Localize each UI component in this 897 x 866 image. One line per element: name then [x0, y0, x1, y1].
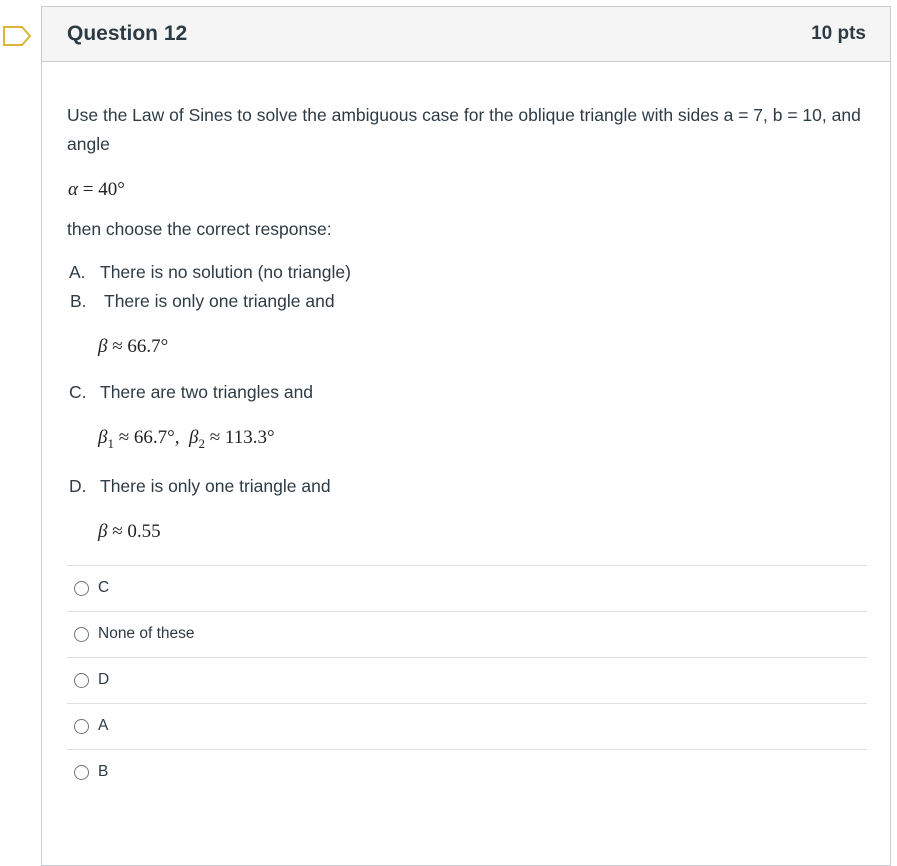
radio-button-icon[interactable] [74, 673, 89, 688]
option-b [67, 287, 866, 316]
option-c-equation: $\beta_1 \approx 66.7^\circ$, $\beta_2 \approx 113.3^\circ$ [98, 427, 275, 451]
answer-choice[interactable] [67, 565, 867, 611]
alpha-equation: α = 40° [68, 179, 125, 200]
answer-choice[interactable] [67, 611, 867, 657]
answer-label[interactable]: B [98, 763, 109, 781]
option-letter: C. [69, 382, 87, 402]
radio-button-icon[interactable] [74, 581, 89, 596]
bookmark-flag-icon[interactable] [2, 25, 32, 47]
option-b-equation: β ≈ 66.7° [98, 336, 169, 357]
question-card [41, 6, 891, 866]
option-text: There are two triangles and [100, 382, 314, 402]
option-letter: A. [69, 262, 86, 282]
option-d [67, 472, 866, 501]
option-letter: D. [69, 475, 87, 496]
question-title: Question 12 [67, 22, 188, 45]
answer-label[interactable]: D [98, 671, 110, 689]
radio-button-icon[interactable] [74, 765, 89, 780]
option-text: There is only one triangle and [100, 475, 331, 496]
option-text: There is only one triangle and [104, 291, 335, 311]
option-a [67, 258, 866, 287]
option-c [67, 378, 866, 407]
answer-label[interactable]: None of these [98, 625, 195, 643]
question-points: 10 pts [811, 23, 866, 44]
radio-button-icon[interactable] [74, 627, 89, 642]
option-d-equation: β ≈ 0.55 [98, 520, 161, 542]
option-text: There is no solution (no triangle) [100, 262, 351, 282]
answer-choice[interactable] [67, 749, 867, 795]
answer-label[interactable]: A [98, 717, 109, 735]
question-header [42, 7, 890, 62]
option-list [67, 258, 866, 543]
answer-label[interactable]: C [98, 579, 110, 597]
answer-choice[interactable] [67, 703, 867, 749]
answer-list [67, 565, 867, 795]
radio-button-icon[interactable] [74, 719, 89, 734]
instruction-text: then choose the correct response: [67, 219, 332, 239]
option-letter: B. [70, 291, 87, 311]
question-prompt: Use the Law of Sines to solve the ambiguous case for the oblique triangle with sides a = 7, b = 10, and angle [67, 105, 861, 154]
question-body [42, 101, 890, 795]
answer-choice[interactable] [67, 657, 867, 703]
